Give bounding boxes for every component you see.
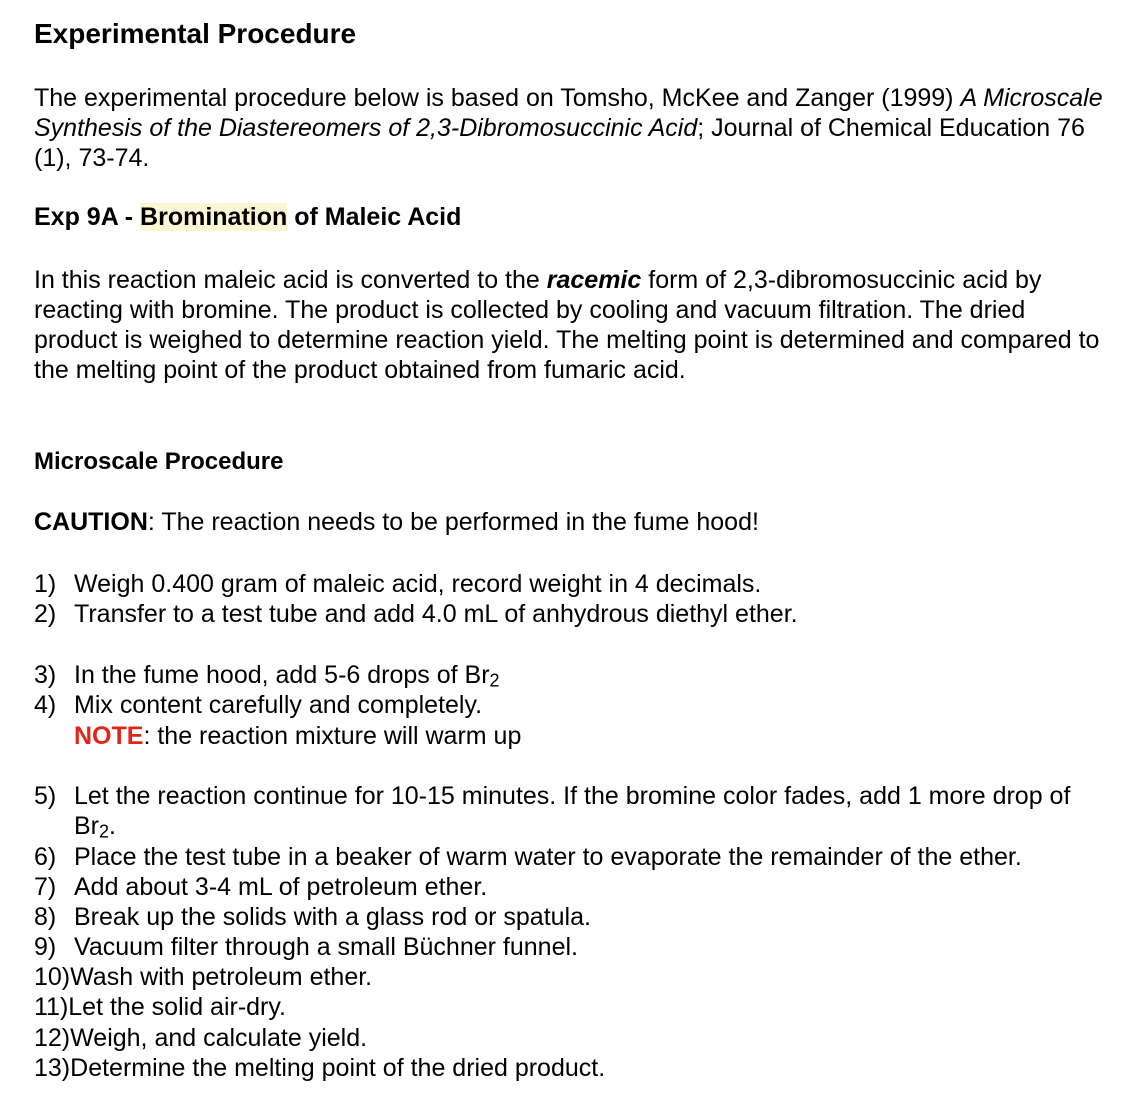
step-number: 5) — [34, 782, 57, 810]
steps-group-1 — [34, 569, 1109, 630]
step-text: Let the solid air-dry. — [68, 993, 286, 1022]
note-label: NOTE — [74, 721, 144, 750]
step-number: 1) — [34, 570, 57, 598]
microscale-heading: Microscale Procedure — [34, 448, 284, 475]
step-number: 7) — [34, 872, 57, 901]
citation-title: A Microscale Synthesis of the Diastereomers of 2,3-Dibromosuccinic Acid — [34, 84, 1103, 142]
list-item — [34, 872, 1109, 902]
caution-text: : The reaction needs to be performed in the fume hood! — [147, 508, 759, 536]
step-text: Break up the solids with a glass rod or spatula. — [74, 903, 591, 932]
subscript: 2 — [489, 670, 500, 691]
steps-group-2 — [34, 660, 1109, 751]
step-number: 13) — [34, 1053, 71, 1082]
experiment-highlighted-word: Bromination — [140, 203, 288, 231]
experiment-suffix: of Maleic Acid — [287, 203, 462, 231]
step-text: Determine the melting point of the dried product. — [70, 1053, 606, 1082]
step-text: Mix content carefully and completely. — [74, 691, 483, 720]
steps-group-4 — [34, 962, 1109, 1083]
page-title: Experimental Procedure — [34, 18, 357, 49]
list-item — [34, 1053, 1109, 1083]
reaction-paragraph — [34, 265, 1109, 385]
step-number: 11) — [34, 993, 69, 1022]
step-number: 12) — [34, 1023, 71, 1052]
steps-group-3 — [34, 781, 1109, 963]
step-text: Place the test tube in a beaker of warm water to evaporate the remainder of the ether. — [74, 842, 1022, 871]
step-text: Let the reaction continue for 10-15 minutes. If the bromine color fades, add 1 more drop of $Br_2$. — [74, 782, 1071, 842]
step-text: Vacuum filter through a small Büchner funnel. — [74, 933, 578, 962]
step-number: 4) — [34, 691, 57, 720]
reaction-emphasis: racemic — [546, 266, 642, 294]
caution-label: CAUTION — [34, 508, 148, 536]
list-item — [34, 842, 1109, 872]
subscript: 2 — [99, 821, 110, 842]
list-item — [34, 1023, 1109, 1053]
list-item — [34, 690, 1109, 720]
note-line — [34, 721, 1109, 751]
experiment-heading — [34, 203, 461, 232]
list-item — [34, 992, 1109, 1022]
step-number: 9) — [34, 933, 57, 962]
intro-text-1: The experimental procedure below is based on Tomsho, McKee and Zanger (1999) — [34, 84, 961, 112]
step-text: Transfer to a test tube and add 4.0 mL of anhydrous diethyl ether. — [74, 600, 798, 629]
reaction-text-1: In this reaction maleic acid is converted to the — [34, 266, 547, 294]
list-item — [34, 932, 1109, 962]
step-text: Add about 3-4 mL of petroleum ether. — [74, 872, 488, 901]
list-item — [34, 660, 1109, 690]
step-number: 6) — [34, 842, 57, 871]
intro-paragraph — [34, 83, 1109, 173]
step-text: Weigh, and calculate yield. — [70, 1023, 368, 1052]
step-text: Wash with petroleum ether. — [70, 963, 373, 991]
step-text: In the fume hood, add 5-6 drops of $Br_2$ — [74, 661, 500, 691]
step-number: 3) — [34, 661, 57, 689]
list-item — [34, 962, 1109, 992]
list-item — [34, 781, 1109, 842]
note-text: : the reaction mixture will warm up — [143, 721, 522, 750]
experiment-prefix: Exp 9A - — [34, 203, 141, 231]
step-number: 10) — [34, 963, 71, 991]
list-item — [34, 569, 1109, 599]
step-number: 2) — [34, 600, 57, 629]
list-item — [34, 599, 1109, 629]
list-item — [34, 902, 1109, 932]
caution-line — [34, 508, 759, 537]
intro-text-2: ; Journal of Chemical Education 76 (1), 73-74. — [34, 114, 1085, 172]
reaction-text-2: form of 2,3-dibromosuccinic acid by reacting with bromine. The product is collected by cooling and vacuum filtration. The dried product is weighed to determine reaction yield. The melting point is determined and compared to the melting point of the product obtained from fumaric acid. — [34, 266, 1100, 384]
step-number: 8) — [34, 903, 57, 932]
step-text: Weigh 0.400 gram of maleic acid, record weight in 4 decimals. — [74, 570, 762, 598]
